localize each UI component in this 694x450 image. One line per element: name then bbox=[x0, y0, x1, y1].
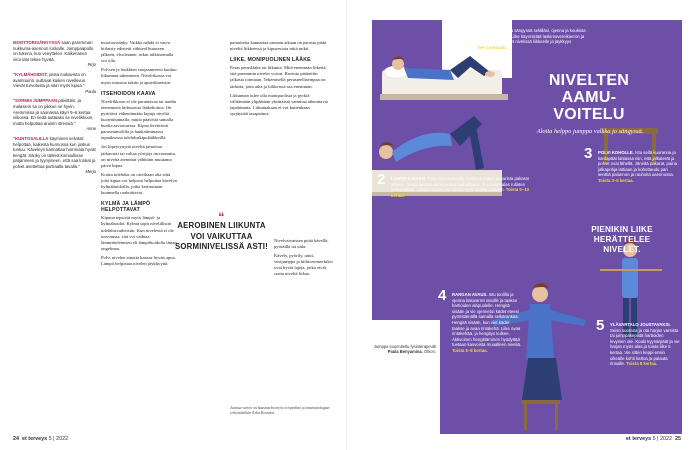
quote-lead: "KUNTOSALILLA bbox=[13, 135, 49, 141]
step-text: Istu sellä kuoranna ja kantapäät lattiassa niin, että jalkaterät ja polvet ovat lähellä. Jännitä pakarat, paina jalkapohja lattiaan ja kohottaudu pari senttiä palannon ja rauhoita asennossa. bbox=[598, 150, 678, 178]
left-footer bbox=[13, 436, 68, 442]
body-paragraph: Koska tulehdus on oireiltaan alta siitä jotta kipua voi helposti helpottaa kävelyn kylmähoidoilla, jotka kertaustaan kuunnella rauhoittavat. bbox=[101, 171, 177, 196]
step-dose: Toista 8 kertaa. bbox=[626, 361, 658, 367]
woman-head-4-shape bbox=[532, 286, 548, 302]
bed-frame-shape bbox=[380, 94, 508, 100]
reader-quote bbox=[13, 136, 96, 175]
step-number: 5 bbox=[596, 317, 605, 334]
quote-author: Anne bbox=[86, 126, 96, 132]
body-paragraph: Paras peruslääke on liikunta. Mitä enemmän liikettä, sitä paremmin nivelet voivat. Ravinto päätettiin jalkasta toimiaan. Tekemisellä perusteellisempaa on tärkeää, jotta aika ja liikkeissä saa enemmän. bbox=[230, 65, 327, 89]
step-title: POLVI KOHOLLE. bbox=[598, 150, 634, 155]
body-column-2 bbox=[101, 40, 178, 270]
pull-quote-text: AEROBINEN LIIKUNTA VOI VAIKUTTAA SORMINIVELISSÄ ASTI! bbox=[175, 221, 268, 251]
quote-mark-icon: “ bbox=[218, 210, 225, 224]
caption-text: Jumppa suunniteltu fysioterapeutti bbox=[373, 344, 436, 349]
step-number: 4 bbox=[438, 287, 447, 304]
body-paragraph: Nivelrikkoon ei ole parantavaa tai taudin etenemistä hidastavaa lääkehoitoa. On pyrittävä vähentämään kipuja niveltä kuormittamalla, mutta päätöstä samalla huolia arvioitaessa. Kipua lievittävät parasetamolilla ja hankalimmassa tapauksessa tulehduskipulääkkeillä. bbox=[101, 98, 177, 141]
step-text: Istu tuolilla ja ojenna käsivarret sivuille ja taakse hartioiden alapuolelle. Hengitä sisään ja vie ojennetut kädet eteesi pyöristämällä samalla selkärankaa. Hengitä sisään, kun viet kädet taakse ja avaa rintakehä. Liike ovaa rintakehää, ja hengitys kulkee. Aktivoinen hengittäminen hyödyttää tuetaan kasvoista muualleen niveliä. bbox=[452, 292, 522, 348]
page-number: 25 bbox=[675, 436, 681, 442]
quote-lead: "KYLMÄHOIDOT, bbox=[13, 71, 48, 77]
step-text: Seiso suorana ja ota harjan varsista tai jumppakepistä hartioiden levyinen ote. Kouki kyynärpäät ja vie harjan myös alas ja toista liike 5 kertaa. Vie sitten keppi ensin oikealle kohti kattoa ja palauta rinnalle. bbox=[610, 327, 680, 367]
body-paragraph: Polvi nivelen ainutta kanssa hyvän apua. Lämpö helpottaa nivelen jäykkyyttä. bbox=[101, 254, 176, 266]
torso-2-shape bbox=[392, 133, 452, 162]
arm-right-shape bbox=[548, 310, 586, 326]
step-dose: Toista 5–10 kertaa. bbox=[391, 187, 529, 198]
chair-2-leg-2-shape bbox=[555, 404, 558, 430]
page-number: 24 bbox=[13, 436, 19, 442]
step-text: Pysy selinmakuulla, koukista polvet ja purista pakarat yhteen. Nosta lantiota kohti kattoa rauhallisesti. Tuo lantio alas rullaten selkärankaa. Lantionnoston voi tehdä myös tuolilla nostaen. bbox=[391, 176, 529, 193]
magazine-name: et terveys bbox=[22, 436, 48, 442]
issue-label: 5 | 2022 bbox=[48, 436, 69, 442]
woman-head-2-shape bbox=[379, 145, 393, 159]
article-credit bbox=[230, 406, 334, 416]
step-dose: Toista 3–5 kertaa. bbox=[598, 177, 634, 183]
quote-text: käyminen selvästi helpottaa, kaikesta kunnossa kun joskus tuntuu. Käveleyn kannattaa hommata hyvät kengät. Sänky on tärkeä kumoullisse patjanneen ja tyynyineen, että saa lonkat ja polvet asettettua parhaalla tavalla." bbox=[13, 135, 96, 169]
quote-lead: MOOTTORISÄNGYSSÄ bbox=[13, 40, 61, 45]
right-footer bbox=[626, 436, 681, 442]
body-paragraph: Kipuun tepsivät myös lämpö- ja kylmähoidot. Kylmä sopii nivelillisiin tulehdusvaiheisiin. Kun nivelessä ei ole turvotusta, sitä voi vaihtaa lämmittelemisen eli lämpöhoidolla ilman ongelmaa. bbox=[101, 215, 177, 251]
body-paragraph: Jos kipeytynyttä niveltä jumottaa jatkuvasti tai valtaa yösijoja turvonnutta, on niveltä aiemmat vähittäin muutama päivä kipua. bbox=[101, 144, 176, 168]
exercise-step-5 bbox=[596, 317, 680, 367]
section-heading: PIENIKIN LIIKE HERÄTTELEE NIVELET. bbox=[591, 225, 653, 254]
step-title: LANTIO ILMAAN. bbox=[391, 176, 427, 181]
quote-author: Merja bbox=[85, 169, 96, 175]
body-paragraph: moottorisänky. Vaikka nähdä ei vaiva hiilaisty edistetti vähiteollisuuteen jälkeen, elvoleanne, sekin tulkitsemalla voi olla. bbox=[101, 40, 174, 64]
quote-author: Paula bbox=[85, 88, 96, 94]
body-column-3b bbox=[274, 238, 334, 281]
reader-quotes bbox=[13, 40, 96, 179]
exercise-step-1 bbox=[443, 23, 587, 50]
body-paragraph: Nivelvaivaisten pitää kävellä, pyöräillä tai uida. bbox=[274, 238, 329, 250]
reader-quote bbox=[13, 98, 96, 132]
caption-cutout bbox=[372, 320, 440, 434]
magazine-name: et terveys bbox=[625, 436, 652, 442]
exercise-step-3 bbox=[584, 145, 678, 184]
step-text: Lepää sängyssä selälläsi, ojenna ja koukista polvet ja jalkoja vuorotellen. Liike käynnistää laskimovereikierron ja valkuttaa alaraajissa. Niesteet nivelissä liikkeelle ja jäykkyys helpottaa. bbox=[457, 28, 586, 50]
reader-quote bbox=[13, 72, 96, 94]
quote-author: Pirjo bbox=[87, 62, 96, 68]
reader-quote bbox=[13, 40, 96, 68]
step-title: YLÄVARTALO JOUSTAVAKSI. bbox=[610, 322, 671, 327]
quote-lead: "SORMIA JUMPPAAN bbox=[13, 98, 58, 104]
article-subtitle: Aloita helppo jumppa valkka jo sängyssä. bbox=[536, 128, 644, 135]
subheading: LIIKE, MONIPUOLINEN LÄÄKE bbox=[230, 57, 311, 64]
subheading: ITSEHOIDON KAAVA bbox=[101, 90, 156, 97]
pull-quote bbox=[174, 210, 269, 253]
subheading: KYLMÄ JA LÄMPÖ HELPOTTAVAT bbox=[101, 201, 151, 214]
step-title: NILKAT KOUKKUUN. bbox=[457, 28, 500, 33]
step-number: 2 bbox=[377, 171, 386, 188]
credit-text: Jutussa varten on haastateltu myös ortopedian ja traumatologian erikoislääkäri Eeka Kosonen. bbox=[230, 406, 330, 415]
caption-name: Paula Benyamina. bbox=[387, 349, 423, 355]
body-paragraph: patuotteita kannattaa samaan aikaan on parasta pitää niveltä liikkeessä ja kipuarviota niitä tutkii. bbox=[230, 40, 327, 52]
exercise-step-4 bbox=[438, 287, 522, 354]
chair-2-leg-shape bbox=[524, 404, 527, 430]
caption-place: Ohion. bbox=[423, 349, 436, 355]
article-title: NIVELTEN AAMU-VOITELU bbox=[548, 72, 630, 123]
legs-4-shape bbox=[522, 358, 562, 400]
step-dose: Toista 5–8 kertaa. bbox=[452, 347, 488, 353]
step-number: 1 bbox=[443, 23, 452, 40]
body-paragraph: Polvien ja lonkkien suojaamiseen kuuluu liikunnan tukeminen. Nivelrikossa voi myös tutustua tukiin ja apuvälineisiin. bbox=[101, 67, 177, 85]
step-number: 3 bbox=[584, 145, 593, 162]
photo-caption bbox=[372, 344, 436, 354]
step-title: RANGAN AVAUS. bbox=[452, 292, 488, 297]
exercise-step-2 bbox=[377, 171, 529, 198]
issue-label: 5 | 2022 bbox=[652, 436, 672, 442]
body-paragraph: Kävely, pyörily, uinti, vesijumppa ja hiihtoesimerkiksi ovat hyviä lajeja, jotka eivät rasita niveliä liikaa. bbox=[274, 253, 333, 277]
foot-shape bbox=[485, 71, 495, 77]
chair-2-seat-shape bbox=[522, 400, 560, 404]
step-dose: Tee 1 minuutti. bbox=[477, 44, 508, 50]
quote-text: saan paremman nukkuma-asennon lonkalle. Jumppaapollo on tukena, kun venyttelen. Kalkerianen virui tatu tekee hyvää. bbox=[13, 40, 94, 62]
quote-text: päivittäin, ja malasiein sa on pikkuri ne hyvin. Aremmissa ja saunassa käyn 5–6 kertaa viikossa. En tiedä auttaako se nivelikkoon, mutta helpottaa aniarin stressiä." bbox=[13, 98, 94, 126]
woman-head-shape bbox=[392, 58, 404, 70]
body-paragraph: Liikunnan tulee olla monipuolista ja pyrkiä välttämään ylipäätään yksittäistä vammaa aiheuttavia tapahtumia. Liikuntakaan ei voi kuitenkaan syrjäyttää tasapainoa. bbox=[230, 92, 328, 116]
body-column-3 bbox=[230, 40, 328, 120]
quote-text: joista mukavinta on avantouinti, auttavat kaiken nivelkivun. Vievät turvotusta ja näin myös kipua." bbox=[13, 71, 87, 89]
torso-5-shape bbox=[622, 258, 638, 298]
